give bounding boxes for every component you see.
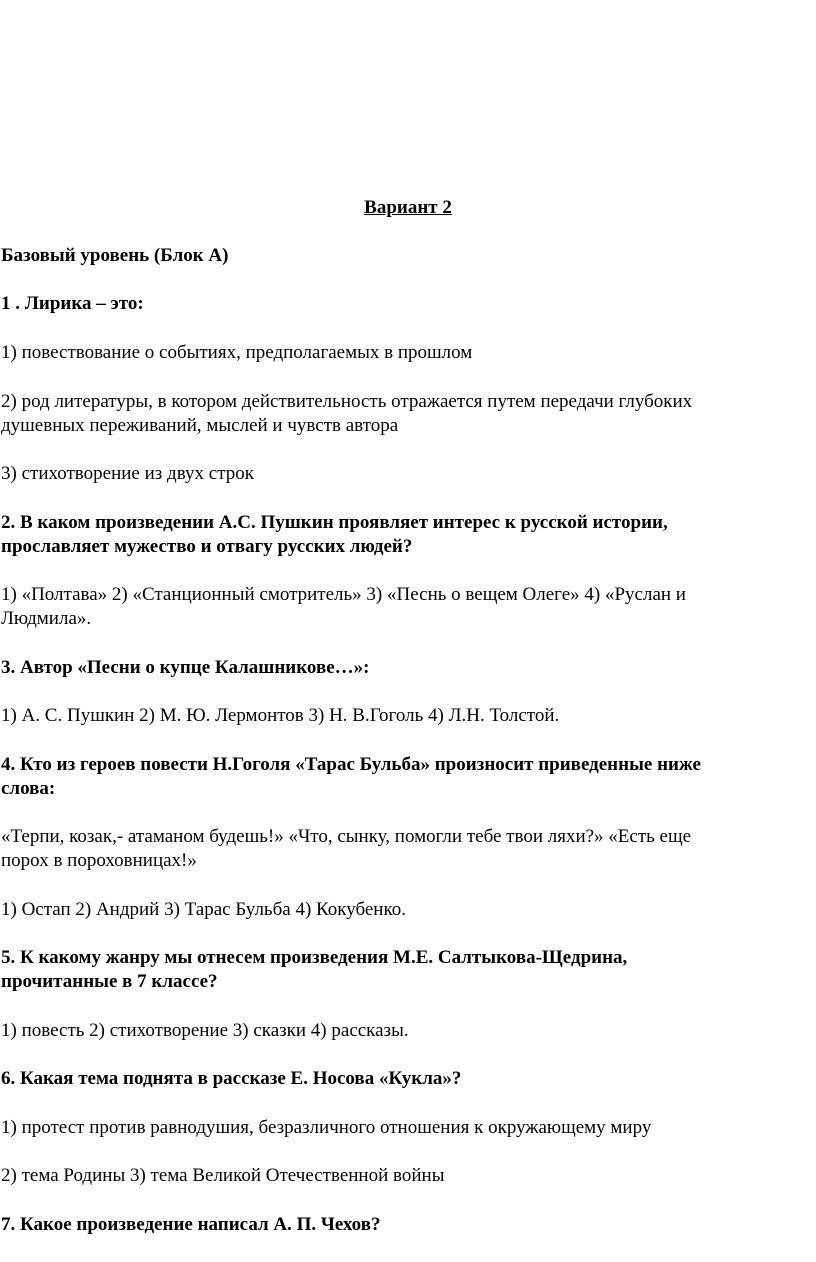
answer-4-options: 1) Остап 2) Андрий 3) Тарас Бульба 4) Кокубенко. — [1, 899, 406, 920]
answer-1-option-2-cont: душевных переживаний, мыслей и чувств автора — [1, 415, 399, 436]
question-4: 4. Кто из героев повести Н.Гоголя «Тарас Бульба» произносит приведенные ниже — [1, 754, 701, 775]
variant-title: Вариант 2 — [364, 197, 452, 218]
question-5: 5. К какому жанру мы отнесем произведения М.Е. Салтыкова-Щедрина, — [1, 947, 628, 968]
question-6: 6. Какая тема поднята в рассказе Е. Носова «Кукла»? — [1, 1068, 462, 1089]
question-7: 7. Какое произведение написал А. П. Чехов? — [1, 1214, 381, 1235]
section-heading: Базовый уровень (Блок А) — [1, 245, 229, 266]
question-5-cont: прочитанные в 7 классе? — [1, 971, 218, 992]
question-4-cont: слова: — [1, 778, 56, 799]
question-2-cont: прославляет мужество и отвагу русских людей? — [1, 536, 413, 557]
answer-1-option-2: 2) род литературы, в котором действительность отражается путем передачи глубоких — [1, 391, 693, 412]
question-2: 2. В каком произведении А.С. Пушкин проявляет интерес к русской истории, — [1, 512, 668, 533]
answer-2-options: 1) «Полтава» 2) «Станционный смотритель» 3) «Песнь о вещем Олеге» 4) «Руслан и — [1, 584, 686, 605]
quote-4: «Терпи, козак,- атаманом будешь!» «Что, сынку, помогли тебе твои ляхи?» «Есть еще — [1, 826, 692, 847]
answer-6-option-1: 1) протест против равнодушия, безразличного отношения к окружающему миру — [1, 1117, 652, 1138]
answer-3-options: 1) А. С. Пушкин 2) М. Ю. Лермонтов 3) Н. В.Гоголь 4) Л.Н. Толстой. — [1, 705, 560, 726]
answer-6-options-2-3: 2) тема Родины 3) тема Великой Отечественной войны — [1, 1165, 445, 1186]
answer-5-options: 1) повесть 2) стихотворение 3) сказки 4) рассказы. — [1, 1020, 409, 1041]
answer-1-option-3: 3) стихотворение из двух строк — [1, 463, 254, 484]
question-1: 1 . Лирика – это: — [1, 293, 144, 314]
answer-1-option-1: 1) повествование о событиях, предполагаемых в прошлом — [1, 342, 473, 363]
quote-4-cont: порох в пороховницах!» — [1, 850, 197, 871]
question-3: 3. Автор «Песни о купце Калашникове…»: — [1, 657, 370, 678]
answer-2-options-cont: Людмила». — [1, 608, 92, 629]
